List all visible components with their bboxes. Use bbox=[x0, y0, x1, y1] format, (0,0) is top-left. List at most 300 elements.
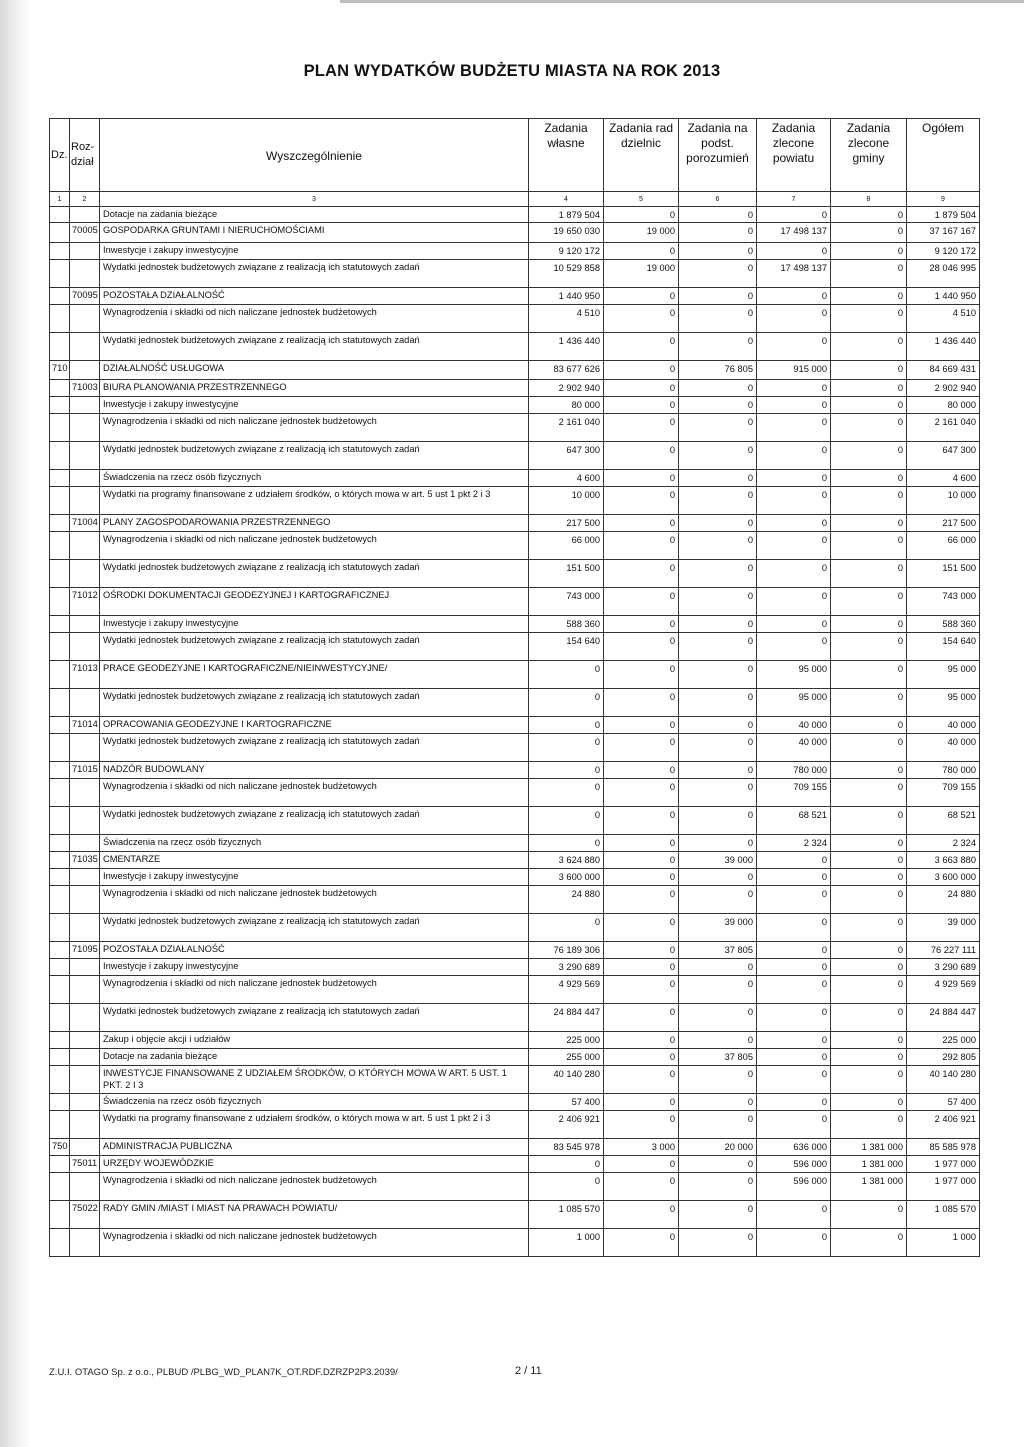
description-cell: Świadczenia na rzecz osób fizycznych bbox=[100, 835, 529, 852]
rozdzial-cell bbox=[70, 976, 100, 1004]
rady-dzielnic-cell: 0 bbox=[604, 470, 679, 487]
zlecone-powiatu-cell: 0 bbox=[757, 470, 831, 487]
description-cell: Wydatki na programy finansowane z udziałem środków, o których mowa w art. 5 ust 1 pkt 2 i 3 bbox=[100, 487, 529, 515]
zlecone-powiatu-cell: 95 000 bbox=[757, 689, 831, 717]
zadania-wlasne-cell: 83 545 978 bbox=[529, 1139, 604, 1156]
column-number: 6 bbox=[679, 192, 757, 207]
header-zadania-porozumien: Zadania na podst. porozumień bbox=[679, 119, 757, 192]
dzial-cell bbox=[50, 689, 70, 717]
column-number: 4 bbox=[529, 192, 604, 207]
description-cell: Wydatki jednostek budżetowych związane z realizacją ich statutowych zadań bbox=[100, 633, 529, 661]
dzial-cell bbox=[50, 470, 70, 487]
header-ogolem: Ogółem bbox=[907, 119, 980, 192]
rozdzial-cell: 71004 bbox=[70, 515, 100, 532]
rady-dzielnic-cell: 0 bbox=[604, 689, 679, 717]
rady-dzielnic-cell: 3 000 bbox=[604, 1139, 679, 1156]
rady-dzielnic-cell: 0 bbox=[604, 779, 679, 807]
rozdzial-cell: 71015 bbox=[70, 762, 100, 779]
porozumienia-cell: 0 bbox=[679, 762, 757, 779]
zadania-wlasne-cell: 0 bbox=[529, 762, 604, 779]
zlecone-powiatu-cell: 0 bbox=[757, 852, 831, 869]
porozumienia-cell: 0 bbox=[679, 633, 757, 661]
dzial-cell bbox=[50, 288, 70, 305]
zadania-wlasne-cell: 154 640 bbox=[529, 633, 604, 661]
description-cell: GOSPODARKA GRUNTAMI I NIERUCHOMOŚCIAMI bbox=[100, 223, 529, 243]
zlecone-powiatu-cell: 0 bbox=[757, 1066, 831, 1094]
rady-dzielnic-cell: 19 000 bbox=[604, 223, 679, 243]
zadania-wlasne-cell: 0 bbox=[529, 1156, 604, 1173]
zlecone-gminy-cell: 0 bbox=[831, 886, 907, 914]
dzial-cell bbox=[50, 661, 70, 689]
description-cell: Wydatki jednostek budżetowych związane z realizacją ich statutowych zadań bbox=[100, 807, 529, 835]
ogolem-cell: 4 600 bbox=[907, 470, 980, 487]
description-cell: Wynagrodzenia i składki od nich naliczane jednostek budżetowych bbox=[100, 414, 529, 442]
zlecone-powiatu-cell: 596 000 bbox=[757, 1156, 831, 1173]
table-row bbox=[50, 1066, 980, 1094]
rady-dzielnic-cell: 0 bbox=[604, 959, 679, 976]
zlecone-gminy-cell: 0 bbox=[831, 1094, 907, 1111]
rozdzial-cell bbox=[70, 470, 100, 487]
description-cell: Wynagrodzenia i składki od nich naliczane jednostek budżetowych bbox=[100, 779, 529, 807]
porozumienia-cell: 0 bbox=[679, 717, 757, 734]
dzial-cell bbox=[50, 588, 70, 616]
porozumienia-cell: 0 bbox=[679, 661, 757, 689]
rozdzial-cell: 71035 bbox=[70, 852, 100, 869]
porozumienia-cell: 0 bbox=[679, 1173, 757, 1201]
zadania-wlasne-cell: 83 677 626 bbox=[529, 361, 604, 380]
table-row bbox=[50, 976, 980, 1004]
ogolem-cell: 1 977 000 bbox=[907, 1173, 980, 1201]
zadania-wlasne-cell: 0 bbox=[529, 689, 604, 717]
porozumienia-cell: 0 bbox=[679, 1032, 757, 1049]
zlecone-gminy-cell: 0 bbox=[831, 942, 907, 959]
zlecone-gminy-cell: 0 bbox=[831, 976, 907, 1004]
zlecone-powiatu-cell: 2 324 bbox=[757, 835, 831, 852]
zlecone-powiatu-cell: 0 bbox=[757, 560, 831, 588]
porozumienia-cell: 0 bbox=[679, 959, 757, 976]
zadania-wlasne-cell: 0 bbox=[529, 779, 604, 807]
zlecone-gminy-cell: 0 bbox=[831, 1111, 907, 1139]
porozumienia-cell: 0 bbox=[679, 1004, 757, 1032]
dzial-cell bbox=[50, 976, 70, 1004]
dzial-cell bbox=[50, 207, 70, 223]
rozdzial-cell bbox=[70, 616, 100, 633]
dzial-cell bbox=[50, 243, 70, 260]
porozumienia-cell: 0 bbox=[679, 616, 757, 633]
table-row bbox=[50, 260, 980, 288]
rady-dzielnic-cell: 0 bbox=[604, 869, 679, 886]
table-row bbox=[50, 243, 980, 260]
dzial-cell bbox=[50, 1049, 70, 1066]
rady-dzielnic-cell: 0 bbox=[604, 942, 679, 959]
zlecone-powiatu-cell: 17 498 137 bbox=[757, 223, 831, 243]
zlecone-powiatu-cell: 68 521 bbox=[757, 807, 831, 835]
table-row bbox=[50, 616, 980, 633]
dzial-cell bbox=[50, 305, 70, 333]
porozumienia-cell: 0 bbox=[679, 779, 757, 807]
ogolem-cell: 225 000 bbox=[907, 1032, 980, 1049]
porozumienia-cell: 0 bbox=[679, 260, 757, 288]
dzial-cell bbox=[50, 1066, 70, 1094]
porozumienia-cell: 37 805 bbox=[679, 942, 757, 959]
column-number: 5 bbox=[604, 192, 679, 207]
porozumienia-cell: 0 bbox=[679, 515, 757, 532]
porozumienia-cell: 0 bbox=[679, 807, 757, 835]
zlecone-gminy-cell: 0 bbox=[831, 1004, 907, 1032]
rady-dzielnic-cell: 0 bbox=[604, 588, 679, 616]
ogolem-cell: 151 500 bbox=[907, 560, 980, 588]
dzial-cell bbox=[50, 1094, 70, 1111]
description-cell: Inwestycje i zakupy inwestycyjne bbox=[100, 959, 529, 976]
zlecone-gminy-cell: 0 bbox=[831, 661, 907, 689]
footer-source: Z.U.I. OTAGO Sp. z o.o., PLBUD /PLBG_WD_PLAN7K_OT.RDF.DZRZP2P3.2039/ bbox=[49, 1367, 398, 1378]
page-number: 2 / 11 bbox=[515, 1365, 542, 1377]
rozdzial-row bbox=[50, 717, 980, 734]
rady-dzielnic-cell: 0 bbox=[604, 633, 679, 661]
table-row bbox=[50, 207, 980, 223]
zlecone-powiatu-cell: 596 000 bbox=[757, 1173, 831, 1201]
zlecone-powiatu-cell: 0 bbox=[757, 616, 831, 633]
rozdzial-cell bbox=[70, 397, 100, 414]
rady-dzielnic-cell: 0 bbox=[604, 886, 679, 914]
ogolem-cell: 1 879 504 bbox=[907, 207, 980, 223]
zlecone-powiatu-cell: 0 bbox=[757, 1049, 831, 1066]
rady-dzielnic-cell: 0 bbox=[604, 1066, 679, 1094]
dzial-cell bbox=[50, 260, 70, 288]
porozumienia-cell: 0 bbox=[679, 689, 757, 717]
rozdzial-cell bbox=[70, 532, 100, 560]
zadania-wlasne-cell: 4 510 bbox=[529, 305, 604, 333]
description-cell: Wydatki jednostek budżetowych związane z realizacją ich statutowych zadań bbox=[100, 260, 529, 288]
table-row bbox=[50, 442, 980, 470]
dzial-cell bbox=[50, 1156, 70, 1173]
rozdzial-cell bbox=[70, 689, 100, 717]
rozdzial-row bbox=[50, 661, 980, 689]
rozdzial-cell bbox=[70, 260, 100, 288]
zlecone-gminy-cell: 0 bbox=[831, 305, 907, 333]
header-zlecone-powiatu: Zadania zlecone powiatu bbox=[757, 119, 831, 192]
rozdzial-row bbox=[50, 1201, 980, 1229]
zadania-wlasne-cell: 2 902 940 bbox=[529, 380, 604, 397]
description-cell: Zakup i objęcie akcji i udziałów bbox=[100, 1032, 529, 1049]
zlecone-powiatu-cell: 0 bbox=[757, 305, 831, 333]
zlecone-powiatu-cell: 636 000 bbox=[757, 1139, 831, 1156]
dzial-row bbox=[50, 361, 980, 380]
rozdzial-row bbox=[50, 942, 980, 959]
zlecone-powiatu-cell: 0 bbox=[757, 1032, 831, 1049]
dzial-cell bbox=[50, 835, 70, 852]
zadania-wlasne-cell: 1 000 bbox=[529, 1229, 604, 1257]
dzial-cell bbox=[50, 616, 70, 633]
rozdzial-cell bbox=[70, 835, 100, 852]
zlecone-gminy-cell: 0 bbox=[831, 835, 907, 852]
ogolem-cell: 1 977 000 bbox=[907, 1156, 980, 1173]
description-cell: URZĘDY WOJEWÓDZKIE bbox=[100, 1156, 529, 1173]
zlecone-gminy-cell: 0 bbox=[831, 470, 907, 487]
zlecone-gminy-cell: 0 bbox=[831, 532, 907, 560]
rady-dzielnic-cell: 0 bbox=[604, 560, 679, 588]
ogolem-cell: 154 640 bbox=[907, 633, 980, 661]
dzial-cell bbox=[50, 414, 70, 442]
rady-dzielnic-cell: 0 bbox=[604, 380, 679, 397]
rozdzial-row bbox=[50, 288, 980, 305]
zadania-wlasne-cell: 57 400 bbox=[529, 1094, 604, 1111]
ogolem-cell: 28 046 995 bbox=[907, 260, 980, 288]
dzial-cell bbox=[50, 333, 70, 361]
table-row bbox=[50, 959, 980, 976]
rady-dzielnic-cell: 0 bbox=[604, 1032, 679, 1049]
rady-dzielnic-cell: 0 bbox=[604, 1229, 679, 1257]
zlecone-powiatu-cell: 0 bbox=[757, 1111, 831, 1139]
dzial-cell bbox=[50, 852, 70, 869]
zlecone-powiatu-cell: 0 bbox=[757, 380, 831, 397]
description-cell: Inwestycje i zakupy inwestycyjne bbox=[100, 869, 529, 886]
table-row bbox=[50, 333, 980, 361]
porozumienia-cell: 0 bbox=[679, 1094, 757, 1111]
rozdzial-cell bbox=[70, 869, 100, 886]
ogolem-cell: 66 000 bbox=[907, 532, 980, 560]
rozdzial-cell: 71012 bbox=[70, 588, 100, 616]
table-row bbox=[50, 914, 980, 942]
dzial-row bbox=[50, 1139, 980, 1156]
description-cell: Wynagrodzenia i składki od nich naliczane jednostek budżetowych bbox=[100, 886, 529, 914]
porozumienia-cell: 0 bbox=[679, 835, 757, 852]
dzial-cell bbox=[50, 807, 70, 835]
header-row bbox=[50, 119, 980, 192]
zadania-wlasne-cell: 4 600 bbox=[529, 470, 604, 487]
ogolem-cell: 10 000 bbox=[907, 487, 980, 515]
rady-dzielnic-cell: 0 bbox=[604, 852, 679, 869]
zadania-wlasne-cell: 4 929 569 bbox=[529, 976, 604, 1004]
zlecone-gminy-cell: 0 bbox=[831, 487, 907, 515]
scan-left-edge-shadow bbox=[0, 0, 30, 1447]
rozdzial-cell: 75022 bbox=[70, 1201, 100, 1229]
description-cell: Inwestycje i zakupy inwestycyjne bbox=[100, 243, 529, 260]
dzial-cell bbox=[50, 487, 70, 515]
zadania-wlasne-cell: 2 161 040 bbox=[529, 414, 604, 442]
rady-dzielnic-cell: 0 bbox=[604, 532, 679, 560]
dzial-cell bbox=[50, 1201, 70, 1229]
rozdzial-cell bbox=[70, 442, 100, 470]
description-cell: OPRACOWANIA GEODEZYJNE I KARTOGRAFICZNE bbox=[100, 717, 529, 734]
description-cell: Wydatki jednostek budżetowych związane z realizacją ich statutowych zadań bbox=[100, 689, 529, 717]
porozumienia-cell: 0 bbox=[679, 414, 757, 442]
rady-dzielnic-cell: 0 bbox=[604, 243, 679, 260]
description-cell: Wydatki jednostek budżetowych związane z realizacją ich statutowych zadań bbox=[100, 1004, 529, 1032]
zadania-wlasne-cell: 2 406 921 bbox=[529, 1111, 604, 1139]
table-row bbox=[50, 470, 980, 487]
table-row bbox=[50, 835, 980, 852]
header-wyszczegolnienie: Wyszczególnienie bbox=[100, 119, 529, 192]
table-row bbox=[50, 1229, 980, 1257]
zlecone-powiatu-cell: 0 bbox=[757, 914, 831, 942]
rady-dzielnic-cell: 0 bbox=[604, 1173, 679, 1201]
rady-dzielnic-cell: 0 bbox=[604, 976, 679, 1004]
zlecone-gminy-cell: 0 bbox=[831, 852, 907, 869]
ogolem-cell: 2 406 921 bbox=[907, 1111, 980, 1139]
zadania-wlasne-cell: 0 bbox=[529, 661, 604, 689]
rady-dzielnic-cell: 0 bbox=[604, 1094, 679, 1111]
zadania-wlasne-cell: 0 bbox=[529, 835, 604, 852]
rady-dzielnic-cell: 0 bbox=[604, 442, 679, 470]
description-cell: Wynagrodzenia i składki od nich naliczane jednostek budżetowych bbox=[100, 1229, 529, 1257]
rady-dzielnic-cell: 0 bbox=[604, 1111, 679, 1139]
porozumienia-cell: 76 805 bbox=[679, 361, 757, 380]
rozdzial-cell: 71095 bbox=[70, 942, 100, 959]
dzial-cell bbox=[50, 914, 70, 942]
header-zadania-wlasne: Zadania własne bbox=[529, 119, 604, 192]
header-zadania-rad-dzielnic: Zadania rad dzielnic bbox=[604, 119, 679, 192]
zlecone-powiatu-cell: 0 bbox=[757, 588, 831, 616]
dzial-cell bbox=[50, 762, 70, 779]
ogolem-cell: 743 000 bbox=[907, 588, 980, 616]
porozumienia-cell: 0 bbox=[679, 442, 757, 470]
zlecone-powiatu-cell: 0 bbox=[757, 207, 831, 223]
zadania-wlasne-cell: 24 880 bbox=[529, 886, 604, 914]
table-row bbox=[50, 1032, 980, 1049]
rozdzial-cell: 70005 bbox=[70, 223, 100, 243]
description-cell: BIURA PLANOWANIA PRZESTRZENNEGO bbox=[100, 380, 529, 397]
rozdzial-row bbox=[50, 588, 980, 616]
dzial-cell bbox=[50, 633, 70, 661]
description-cell: Dotacje na zadania bieżące bbox=[100, 207, 529, 223]
zlecone-powiatu-cell: 17 498 137 bbox=[757, 260, 831, 288]
zlecone-gminy-cell: 0 bbox=[831, 361, 907, 380]
dzial-cell bbox=[50, 959, 70, 976]
description-cell: NADZÓR BUDOWLANY bbox=[100, 762, 529, 779]
porozumienia-cell: 0 bbox=[679, 532, 757, 560]
zlecone-powiatu-cell: 0 bbox=[757, 1004, 831, 1032]
rozdzial-row bbox=[50, 515, 980, 532]
porozumienia-cell: 0 bbox=[679, 886, 757, 914]
table-row bbox=[50, 1004, 980, 1032]
zlecone-gminy-cell: 0 bbox=[831, 1201, 907, 1229]
rady-dzielnic-cell: 0 bbox=[604, 333, 679, 361]
rozdzial-row bbox=[50, 223, 980, 243]
zlecone-gminy-cell: 0 bbox=[831, 333, 907, 361]
description-cell: Świadczenia na rzecz osób fizycznych bbox=[100, 1094, 529, 1111]
ogolem-cell: 9 120 172 bbox=[907, 243, 980, 260]
zlecone-powiatu-cell: 0 bbox=[757, 414, 831, 442]
rady-dzielnic-cell: 0 bbox=[604, 305, 679, 333]
zlecone-gminy-cell: 1 381 000 bbox=[831, 1156, 907, 1173]
rozdzial-cell bbox=[70, 779, 100, 807]
zlecone-powiatu-cell: 780 000 bbox=[757, 762, 831, 779]
zlecone-powiatu-cell: 0 bbox=[757, 1094, 831, 1111]
zlecone-powiatu-cell: 0 bbox=[757, 487, 831, 515]
porozumienia-cell: 0 bbox=[679, 869, 757, 886]
rozdzial-cell: 71013 bbox=[70, 661, 100, 689]
description-cell: Wynagrodzenia i składki od nich naliczane jednostek budżetowych bbox=[100, 976, 529, 1004]
zadania-wlasne-cell: 743 000 bbox=[529, 588, 604, 616]
column-number: 9 bbox=[907, 192, 980, 207]
rozdzial-cell bbox=[70, 734, 100, 762]
table-row bbox=[50, 1049, 980, 1066]
zlecone-powiatu-cell: 0 bbox=[757, 959, 831, 976]
column-number: 2 bbox=[70, 192, 100, 207]
zlecone-gminy-cell: 0 bbox=[831, 914, 907, 942]
porozumienia-cell: 37 805 bbox=[679, 1049, 757, 1066]
rozdzial-cell bbox=[70, 1004, 100, 1032]
zadania-wlasne-cell: 217 500 bbox=[529, 515, 604, 532]
zlecone-gminy-cell: 0 bbox=[831, 243, 907, 260]
zlecone-powiatu-cell: 0 bbox=[757, 1201, 831, 1229]
header-dz: Dz. bbox=[50, 119, 70, 192]
ogolem-cell: 24 880 bbox=[907, 886, 980, 914]
dzial-cell: 710 bbox=[50, 361, 70, 380]
rozdzial-cell: 71003 bbox=[70, 380, 100, 397]
zadania-wlasne-cell: 225 000 bbox=[529, 1032, 604, 1049]
zlecone-powiatu-cell: 0 bbox=[757, 633, 831, 661]
description-cell: DZIAŁALNOŚĆ USŁUGOWA bbox=[100, 361, 529, 380]
table-row bbox=[50, 869, 980, 886]
ogolem-cell: 647 300 bbox=[907, 442, 980, 470]
zlecone-powiatu-cell: 0 bbox=[757, 333, 831, 361]
zadania-wlasne-cell: 40 140 280 bbox=[529, 1066, 604, 1094]
table-row bbox=[50, 397, 980, 414]
zadania-wlasne-cell: 76 189 306 bbox=[529, 942, 604, 959]
table-row bbox=[50, 689, 980, 717]
rady-dzielnic-cell: 0 bbox=[604, 717, 679, 734]
zlecone-gminy-cell: 0 bbox=[831, 616, 907, 633]
rozdzial-row bbox=[50, 852, 980, 869]
dzial-cell bbox=[50, 1229, 70, 1257]
rozdzial-cell bbox=[70, 1139, 100, 1156]
description-cell: Inwestycje i zakupy inwestycyjne bbox=[100, 397, 529, 414]
rady-dzielnic-cell: 0 bbox=[604, 835, 679, 852]
ogolem-cell: 40 000 bbox=[907, 717, 980, 734]
ogolem-cell: 1 436 440 bbox=[907, 333, 980, 361]
zlecone-powiatu-cell: 915 000 bbox=[757, 361, 831, 380]
description-cell: INWESTYCJE FINANSOWANE Z UDZIAŁEM ŚRODKÓW, O KTÓRYCH MOWA W ART. 5 UST. 1 PKT. 2 I 3 bbox=[100, 1066, 529, 1094]
rozdzial-cell bbox=[70, 1049, 100, 1066]
dzial-cell bbox=[50, 442, 70, 470]
description-cell: Wydatki jednostek budżetowych związane z realizacją ich statutowych zadań bbox=[100, 442, 529, 470]
zlecone-gminy-cell: 0 bbox=[831, 1229, 907, 1257]
ogolem-cell: 80 000 bbox=[907, 397, 980, 414]
ogolem-cell: 292 805 bbox=[907, 1049, 980, 1066]
zadania-wlasne-cell: 19 650 030 bbox=[529, 223, 604, 243]
ogolem-cell: 95 000 bbox=[907, 689, 980, 717]
zlecone-gminy-cell: 0 bbox=[831, 959, 907, 976]
rozdzial-cell bbox=[70, 886, 100, 914]
dzial-cell bbox=[50, 397, 70, 414]
zlecone-powiatu-cell: 40 000 bbox=[757, 717, 831, 734]
rozdzial-cell bbox=[70, 1066, 100, 1094]
zlecone-gminy-cell: 1 381 000 bbox=[831, 1173, 907, 1201]
porozumienia-cell: 0 bbox=[679, 397, 757, 414]
table-row bbox=[50, 560, 980, 588]
porozumienia-cell: 0 bbox=[679, 588, 757, 616]
zlecone-gminy-cell: 0 bbox=[831, 560, 907, 588]
zlecone-gminy-cell: 0 bbox=[831, 380, 907, 397]
zadania-wlasne-cell: 588 360 bbox=[529, 616, 604, 633]
zadania-wlasne-cell: 647 300 bbox=[529, 442, 604, 470]
zadania-wlasne-cell: 0 bbox=[529, 717, 604, 734]
dzial-cell bbox=[50, 515, 70, 532]
rozdzial-cell bbox=[70, 361, 100, 380]
dzial-cell bbox=[50, 1111, 70, 1139]
porozumienia-cell: 0 bbox=[679, 1111, 757, 1139]
description-cell: POZOSTAŁA DZIAŁALNOŚĆ bbox=[100, 942, 529, 959]
page-title: PLAN WYDATKÓW BUDŻETU MIASTA NA ROK 2013 bbox=[303, 62, 721, 80]
porozumienia-cell: 0 bbox=[679, 380, 757, 397]
porozumienia-cell: 0 bbox=[679, 288, 757, 305]
table-row bbox=[50, 633, 980, 661]
zlecone-gminy-cell: 0 bbox=[831, 869, 907, 886]
rozdzial-cell bbox=[70, 807, 100, 835]
zlecone-gminy-cell: 0 bbox=[831, 515, 907, 532]
